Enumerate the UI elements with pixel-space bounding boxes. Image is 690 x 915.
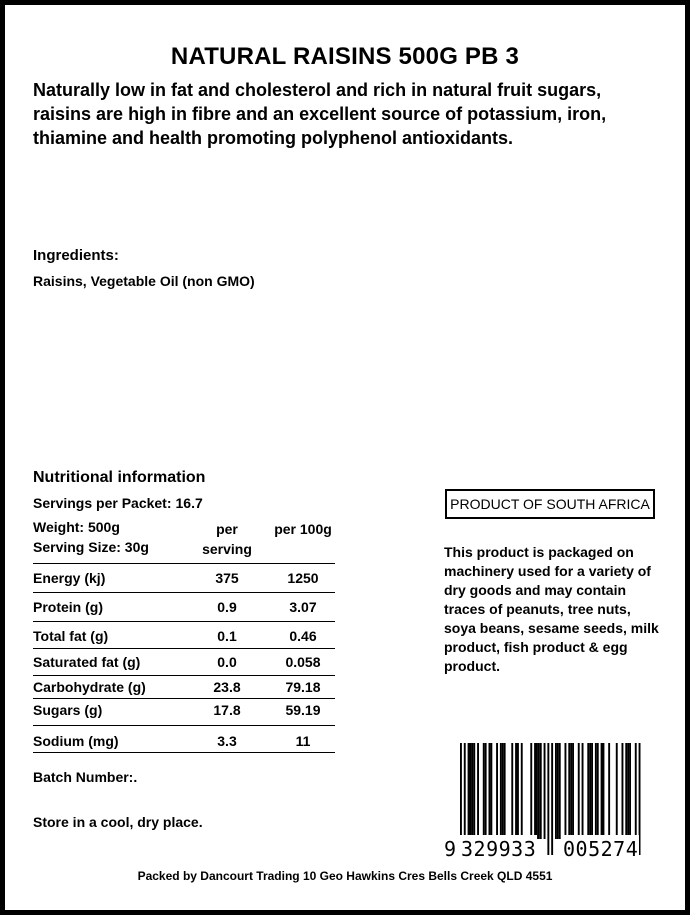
product-label (5, 5, 685, 910)
barcode-digits (441, 835, 649, 863)
nutrient-name: Sugars (g) (33, 702, 103, 718)
nutrient-name: Energy (kj) (33, 570, 106, 586)
barcode-bar (572, 743, 574, 839)
servings-value: 16.7 (175, 495, 203, 511)
nutrient-name: Saturated fat (g) (33, 654, 141, 670)
barcode-bar (521, 743, 523, 839)
per-serving-value: 375 (215, 570, 239, 586)
barcode-bar (565, 743, 567, 839)
barcode-bar (587, 743, 589, 839)
barcode-bar (595, 743, 597, 839)
barcode-bar (470, 743, 472, 839)
ingredients-text: Raisins, Vegetable Oil (non GMO) (33, 273, 255, 289)
barcode-bar (622, 743, 624, 839)
allergen-statement: This product is packaged on machinery used for a variety of dry goods and may contain traces of peanuts, tree nuts, soya beans, sesame seeds, milk product, fish product & egg product. (444, 544, 659, 674)
servings-per-packet (33, 495, 203, 511)
per-100g-value: 3.07 (289, 599, 317, 615)
nutrition-table (33, 517, 335, 753)
nutrition-row (33, 593, 335, 622)
ingredients-heading: Ingredients: (33, 247, 119, 264)
barcode-bar (530, 743, 532, 839)
weight-label: Weight: 500g (33, 519, 120, 535)
product-title: NATURAL RAISINS 500G PB 3 (170, 43, 520, 70)
nutrition-row (33, 649, 335, 676)
barcode-bar (502, 743, 504, 839)
batch-number: Batch Number:. (33, 769, 138, 785)
barcode-bar (468, 743, 470, 839)
barcode-bar (589, 743, 591, 839)
serving-size-label: Serving Size: 30g (33, 539, 149, 555)
product-description: Naturally low in fat and cholesterol and rich in natural fruit sugars, raisins are high in fibre and an excellent source of potassium, iron, thiamine and health promoting polyphenol antioxidants. (33, 80, 607, 148)
barcode-bar (500, 743, 502, 839)
barcode-bar (515, 743, 517, 839)
barcode-bar (555, 743, 557, 839)
barcode-bar (591, 743, 593, 839)
nutrition-table-header (33, 517, 335, 564)
barcode-bar (483, 743, 485, 839)
per-serving-value: 0.1 (217, 628, 237, 644)
per-100g-value: 0.058 (285, 654, 321, 670)
nutrient-name: Protein (g) (33, 599, 103, 615)
barcode-bar (568, 743, 570, 839)
per-100g-value: 0.46 (289, 628, 317, 644)
per-100g-header: per 100g (274, 521, 332, 537)
barcode-bar (517, 743, 519, 839)
per-100g-value: 1250 (287, 570, 319, 586)
per-100g-value: 79.18 (285, 679, 321, 695)
barcode-bar (582, 743, 584, 839)
barcode-bar (578, 743, 580, 839)
barcode-bar (597, 743, 599, 839)
barcode-bar (477, 743, 479, 839)
nutrition-row (33, 564, 335, 593)
barcode-bar (608, 743, 610, 839)
packer-address: Packed by Dancourt Trading 10 Geo Hawkins Cres Bells Creek QLD 4551 (137, 869, 553, 883)
per-100g-value: 11 (295, 733, 311, 749)
barcode-bar (536, 743, 538, 839)
per-100g-value: 59.19 (285, 702, 321, 718)
barcode-bar (540, 743, 542, 839)
barcode-bar (471, 743, 473, 839)
barcode-bar (625, 743, 627, 839)
nutrition-row (33, 699, 335, 726)
nutrient-name: Sodium (mg) (33, 733, 119, 749)
barcode-bar (473, 743, 475, 839)
nutrition-rows (33, 564, 335, 753)
nutrient-name: Carbohydrate (g) (33, 679, 146, 695)
servings-label: Servings per Packet: (33, 495, 172, 511)
per-serving-value: 0.9 (217, 599, 237, 615)
nutrition-row (33, 676, 335, 699)
barcode-bar (603, 743, 605, 839)
barcode-left-group: 329933 (461, 837, 537, 861)
barcode-bar (490, 743, 492, 839)
barcode-bar (559, 743, 561, 839)
barcode-right-group: 005274 (563, 837, 639, 861)
barcode-bar (557, 743, 559, 839)
nutrition-heading: Nutritional information (33, 469, 206, 486)
barcode-bar (538, 743, 540, 839)
barcode-bar (616, 743, 618, 839)
nutrition-row (33, 726, 335, 753)
barcode-bar (627, 743, 629, 839)
per-serving-header: per serving (202, 521, 252, 557)
barcode-first-digit: 9 (444, 837, 457, 861)
nutrition-row (33, 622, 335, 649)
barcode-bar (504, 743, 506, 839)
country-of-origin: PRODUCT OF SOUTH AFRICA (445, 489, 655, 519)
nutrient-name: Total fat (g) (33, 628, 109, 644)
barcode-bar (570, 743, 572, 839)
barcode-bar (601, 743, 603, 839)
barcode-bar (534, 743, 536, 839)
per-serving-value: 17.8 (213, 702, 241, 718)
barcode-bar (496, 743, 498, 839)
barcode-bar (629, 743, 631, 839)
barcode-bar (489, 743, 491, 839)
per-serving-value: 0.0 (217, 654, 237, 670)
barcode-bar (485, 743, 487, 839)
per-serving-value: 3.3 (217, 733, 237, 749)
barcode-bar (544, 743, 546, 839)
per-serving-value: 23.8 (213, 679, 241, 695)
storage-instructions: Store in a cool, dry place. (33, 814, 203, 830)
barcode-bar (511, 743, 513, 839)
